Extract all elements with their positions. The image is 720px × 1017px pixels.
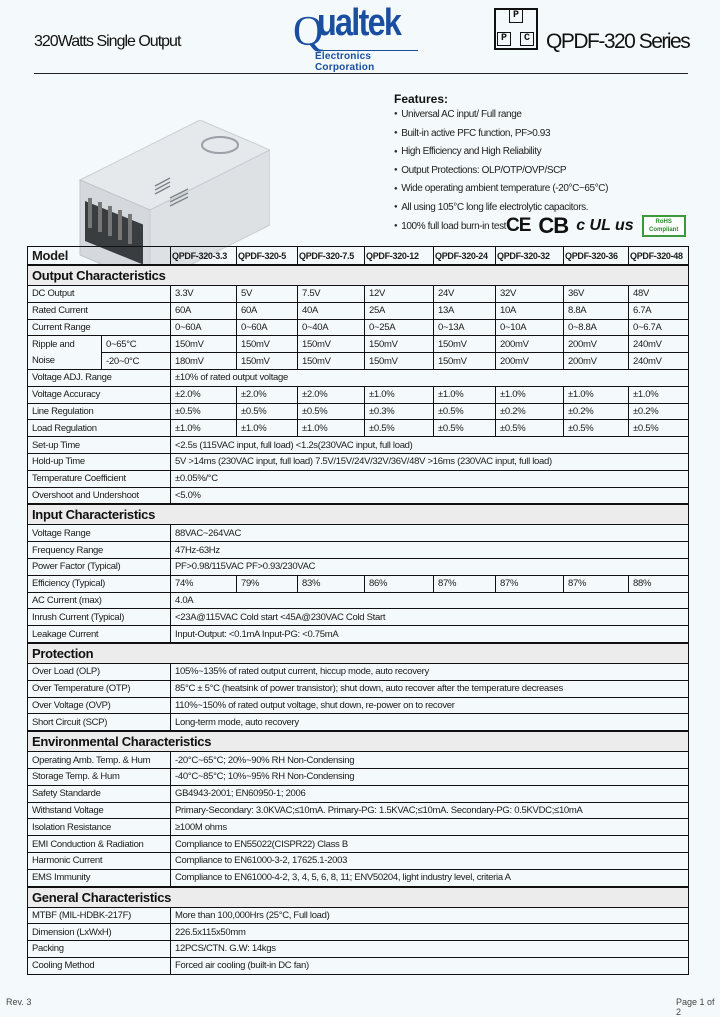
spec-value: Forced air cooling (built-in DC fan) xyxy=(171,957,689,974)
spec-value: 60A xyxy=(237,302,298,319)
spec-value: Compliance to EN61000-4-2, 3, 4, 5, 6, 8, 11; ENV50204, light industry level, criteria A xyxy=(171,869,689,886)
feature-item: ● 100% full load burn-in test xyxy=(394,221,608,240)
spec-value: 79% xyxy=(237,575,298,592)
row-label: Cooling Method xyxy=(28,957,171,974)
spec-value: ±0.2% xyxy=(629,403,689,420)
row-label: Voltage ADJ. Range xyxy=(28,369,171,386)
spec-value: 32V xyxy=(496,286,564,303)
spec-row xyxy=(28,941,689,958)
spec-value: 0~6.7A xyxy=(629,319,689,336)
spec-value: 240mV xyxy=(629,353,689,370)
row-label: Isolation Resistance xyxy=(28,819,171,836)
spec-value: 40A xyxy=(298,302,365,319)
spec-value: 88% xyxy=(629,575,689,592)
spec-row xyxy=(28,302,689,319)
spec-value: More than 100,000Hrs (25°C, Full load) xyxy=(171,907,689,924)
qualtek-logo xyxy=(293,2,423,73)
row-label: Power Factor (Typical) xyxy=(28,558,171,575)
row-label: Line Regulation xyxy=(28,403,171,420)
feature-item: ● Output Protections: OLP/OTP/OVP/SCP xyxy=(394,165,608,184)
specification-table xyxy=(27,246,689,975)
spec-value: 240mV xyxy=(629,336,689,353)
row-label-line: Noise xyxy=(32,354,55,366)
spec-value: 12V xyxy=(365,286,434,303)
spec-value: 150mV xyxy=(237,353,298,370)
model-label: Model xyxy=(28,247,171,266)
row-label: Inrush Current (Typical) xyxy=(28,609,171,626)
spec-value: 0~10A xyxy=(496,319,564,336)
spec-value: 200mV xyxy=(496,353,564,370)
spec-value: ±0.2% xyxy=(496,403,564,420)
spec-value: ±1.0% xyxy=(298,420,365,437)
row-label: Overshoot and Undershoot xyxy=(28,487,171,504)
spec-value: 150mV xyxy=(434,336,496,353)
spec-row xyxy=(28,802,689,819)
section-title: General Characteristics xyxy=(28,887,689,908)
row-label: Safety Standarde xyxy=(28,785,171,802)
features-title: Features: xyxy=(394,92,449,106)
section-header xyxy=(28,265,689,286)
row-label: MTBF (MIL-HDBK-217F) xyxy=(28,907,171,924)
spec-value: ±10% of rated output voltage xyxy=(171,369,689,386)
page-number: Page 1 of 2 xyxy=(676,997,715,1017)
spec-value: 5V >14ms (230VAC input, full load) 7.5V/15V/24V/32V/36V/48V >16ms (230VAC input, full load) xyxy=(171,453,689,470)
spec-value: 13A xyxy=(434,302,496,319)
model-name: QPDF-320-5 xyxy=(237,247,298,266)
row-label: Storage Temp. & Hum xyxy=(28,768,171,785)
spec-value: -40°C~85°C; 10%~95% RH Non-Condensing xyxy=(171,768,689,785)
row-label: Set-up Time xyxy=(28,437,171,454)
row-label: Hold-up Time xyxy=(28,453,171,470)
row-label: EMS Immunity xyxy=(28,869,171,886)
spec-value: 150mV xyxy=(434,353,496,370)
spec-value: <23A@115VAC Cold start <45A@230VAC Cold Start xyxy=(171,609,689,626)
spec-row xyxy=(28,353,689,370)
spec-value: ±0.5% xyxy=(365,420,434,437)
feature-item: ● Universal AC input/ Full range xyxy=(394,109,608,128)
spec-value: 110%~150% of rated output voltage, shut down, re-power on to recover xyxy=(171,697,689,714)
spec-value: ±1.0% xyxy=(564,386,629,403)
spec-value: 25A xyxy=(365,302,434,319)
spec-value: 10A xyxy=(496,302,564,319)
spec-value: 48V xyxy=(629,286,689,303)
section-header xyxy=(28,643,689,664)
row-label: Current Range xyxy=(28,319,171,336)
spec-value: 85°C ± 5°C (heatsink of power transistor); shut down, auto recover after the temperature decreases xyxy=(171,680,689,697)
spec-value: 5V xyxy=(237,286,298,303)
section-title: Output Characteristics xyxy=(28,265,689,286)
row-label: Operating Amb. Temp. & Hum xyxy=(28,752,171,769)
spec-value: 150mV xyxy=(237,336,298,353)
spec-value: ±2.0% xyxy=(298,386,365,403)
spec-value: ±0.5% xyxy=(171,403,237,420)
spec-value: 87% xyxy=(564,575,629,592)
row-label: Over Temperature (OTP) xyxy=(28,680,171,697)
spec-row xyxy=(28,525,689,542)
spec-value: ≥100M ohms xyxy=(171,819,689,836)
rohs-compliant-label: Compliant xyxy=(649,227,679,233)
spec-value: ±0.5% xyxy=(629,420,689,437)
section-header xyxy=(28,887,689,908)
row-label: Withstand Voltage xyxy=(28,802,171,819)
spec-value: 0~40A xyxy=(298,319,365,336)
spec-value: 6.7A xyxy=(629,302,689,319)
spec-value: 8.8A xyxy=(564,302,629,319)
spec-row xyxy=(28,819,689,836)
spec-value: ±1.0% xyxy=(237,420,298,437)
spec-value: ±0.5% xyxy=(298,403,365,420)
spec-value: 83% xyxy=(298,575,365,592)
row-label: Leakage Current xyxy=(28,626,171,643)
spec-value: 60A xyxy=(171,302,237,319)
spec-value: ±1.0% xyxy=(365,386,434,403)
row-label: EMI Conduction & Radiation xyxy=(28,836,171,853)
spec-value: ±0.5% xyxy=(564,420,629,437)
ppc-mark xyxy=(494,8,538,50)
spec-value: 0~60A xyxy=(171,319,237,336)
spec-row xyxy=(28,336,689,353)
spec-row xyxy=(28,420,689,437)
row-label: Harmonic Current xyxy=(28,852,171,869)
spec-value: ±2.0% xyxy=(237,386,298,403)
spec-value: Primary-Secondary: 3.0KVAC;≤10mA. Primary-PG: 1.5KVAC;≤10mA. Secondary-PG: 0.5KVDC;≤10mA xyxy=(171,802,689,819)
spec-value: 12PCS/CTN. G.W: 14kgs xyxy=(171,941,689,958)
spec-row xyxy=(28,680,689,697)
row-label: Packing xyxy=(28,941,171,958)
spec-value: 105%~135% of rated output current, hiccup mode, auto recovery xyxy=(171,663,689,680)
model-name: QPDF-320-7.5 xyxy=(298,247,365,266)
row-label: Dimension (LxWxH) xyxy=(28,924,171,941)
feature-item: ● High Efficiency and High Reliability xyxy=(394,146,608,165)
spec-value: 24V xyxy=(434,286,496,303)
spec-row xyxy=(28,575,689,592)
revision-label: Rev. 3 xyxy=(6,997,32,1007)
row-label: Rated Current xyxy=(28,302,171,319)
spec-value: 200mV xyxy=(564,336,629,353)
spec-value: 3.3V xyxy=(171,286,237,303)
section-header xyxy=(28,731,689,752)
spec-value: 200mV xyxy=(564,353,629,370)
model-name: QPDF-320-36 xyxy=(564,247,629,266)
series-title: QPDF-320 Series xyxy=(546,30,690,53)
row-label: Voltage Accuracy xyxy=(28,386,171,403)
spec-value: 0~25A xyxy=(365,319,434,336)
row-sublabel: 0~65°C xyxy=(102,336,171,353)
spec-value: ±1.0% xyxy=(496,386,564,403)
ppc-letter: P xyxy=(509,9,523,23)
spec-value: ±0.2% xyxy=(564,403,629,420)
spec-row xyxy=(28,768,689,785)
spec-row xyxy=(28,663,689,680)
spec-value: 150mV xyxy=(171,336,237,353)
spec-value: 200mV xyxy=(496,336,564,353)
spec-value: 226.5x115x50mm xyxy=(171,924,689,941)
spec-value: ±0.5% xyxy=(434,403,496,420)
spec-row xyxy=(28,752,689,769)
model-name: QPDF-320-48 xyxy=(629,247,689,266)
spec-row xyxy=(28,437,689,454)
spec-value: 87% xyxy=(496,575,564,592)
spec-value: 88VAC~264VAC xyxy=(171,525,689,542)
spec-value: ±2.0% xyxy=(171,386,237,403)
feature-item: ● All using 105°C long life electrolytic capacitors. xyxy=(394,202,608,221)
spec-value: ±0.05%/°C xyxy=(171,470,689,487)
feature-item: ● Built-in active PFC function, PF>0.93 xyxy=(394,128,608,147)
model-name: QPDF-320-12 xyxy=(365,247,434,266)
ce-mark: CE xyxy=(506,215,531,236)
spec-row xyxy=(28,957,689,974)
spec-value: 87% xyxy=(434,575,496,592)
spec-row xyxy=(28,369,689,386)
section-title: Protection xyxy=(28,643,689,664)
spec-value: ±0.5% xyxy=(237,403,298,420)
spec-value: ±1.0% xyxy=(434,386,496,403)
feature-item: ● Wide operating ambient temperature (-20°C~65°C) xyxy=(394,183,608,202)
spec-value: 150mV xyxy=(298,336,365,353)
logo-wordmark: ualtek xyxy=(317,2,401,44)
row-label: Frequency Range xyxy=(28,542,171,559)
spec-row xyxy=(28,453,689,470)
row-label: Efficiency (Typical) xyxy=(28,575,171,592)
spec-value: 74% xyxy=(171,575,237,592)
document-subtitle: 320Watts Single Output xyxy=(34,33,181,50)
spec-value: PF>0.98/115VAC PF>0.93/230VAC xyxy=(171,558,689,575)
spec-row xyxy=(28,697,689,714)
row-label: Short Circuit (SCP) xyxy=(28,714,171,731)
spec-row xyxy=(28,403,689,420)
ppc-letter: C xyxy=(520,32,534,46)
spec-row xyxy=(28,836,689,853)
model-name: QPDF-320-32 xyxy=(496,247,564,266)
section-title: Input Characteristics xyxy=(28,504,689,525)
spec-value: 7.5V xyxy=(298,286,365,303)
spec-value: 0~13A xyxy=(434,319,496,336)
model-name: QPDF-320-24 xyxy=(434,247,496,266)
rohs-label: RoHS xyxy=(655,219,672,225)
spec-row xyxy=(28,924,689,941)
spec-value: ±0.3% xyxy=(365,403,434,420)
spec-row xyxy=(28,386,689,403)
spec-value: Input-Output: <0.1mA Input-PG: <0.75mA xyxy=(171,626,689,643)
spec-row xyxy=(28,907,689,924)
row-label: Voltage Range xyxy=(28,525,171,542)
spec-value: ±1.0% xyxy=(629,386,689,403)
row-label xyxy=(28,336,102,370)
spec-row xyxy=(28,626,689,643)
cb-mark: CB xyxy=(538,213,569,238)
model-name: QPDF-320-3.3 xyxy=(171,247,237,266)
spec-value: 0~8.8A xyxy=(564,319,629,336)
spec-value: 180mV xyxy=(171,353,237,370)
logo-q-glyph: Q xyxy=(293,9,324,55)
spec-row xyxy=(28,785,689,802)
spec-row xyxy=(28,609,689,626)
spec-value: <5.0% xyxy=(171,487,689,504)
spec-row xyxy=(28,852,689,869)
row-label-line: Ripple and xyxy=(32,338,75,350)
spec-value: ±1.0% xyxy=(171,420,237,437)
spec-row xyxy=(28,558,689,575)
logo-subtitle: Electronics Corporation xyxy=(315,50,418,73)
spec-value: 36V xyxy=(564,286,629,303)
header-divider xyxy=(34,73,688,74)
section-title: Environmental Characteristics xyxy=(28,731,689,752)
spec-value: Compliance to EN55022(CISPR22) Class B xyxy=(171,836,689,853)
row-sublabel: -20~0°C xyxy=(102,353,171,370)
row-label: Over Voltage (OVP) xyxy=(28,697,171,714)
spec-row xyxy=(28,542,689,559)
row-label: AC Current (max) xyxy=(28,592,171,609)
section-header xyxy=(28,504,689,525)
spec-value: ±0.5% xyxy=(434,420,496,437)
spec-value: ±0.5% xyxy=(496,420,564,437)
row-label: Over Load (OLP) xyxy=(28,663,171,680)
spec-row xyxy=(28,487,689,504)
certification-marks xyxy=(506,212,686,240)
spec-value: 86% xyxy=(365,575,434,592)
spec-row xyxy=(28,869,689,886)
spec-value: Compliance to EN61000-3-2, 17625.1-2003 xyxy=(171,852,689,869)
spec-value: 0~60A xyxy=(237,319,298,336)
spec-value: GB4943-2001; EN60950-1; 2006 xyxy=(171,785,689,802)
ul-mark: c UL us xyxy=(576,217,634,234)
row-label: Load Regulation xyxy=(28,420,171,437)
rohs-badge xyxy=(642,215,686,237)
spec-value: 150mV xyxy=(365,353,434,370)
ppc-letter: P xyxy=(497,32,511,46)
spec-row xyxy=(28,592,689,609)
spec-value: Long-term mode, auto recovery xyxy=(171,714,689,731)
spec-value: 4.0A xyxy=(171,592,689,609)
spec-value: 150mV xyxy=(365,336,434,353)
spec-value: -20°C~65°C; 20%~90% RH Non-Condensing xyxy=(171,752,689,769)
row-label: Temperature Coefficient xyxy=(28,470,171,487)
spec-row xyxy=(28,286,689,303)
spec-value: 47Hz-63Hz xyxy=(171,542,689,559)
spec-value: <2.5s (115VAC input, full load) <1.2s(230VAC input, full load) xyxy=(171,437,689,454)
spec-row xyxy=(28,470,689,487)
spec-row xyxy=(28,319,689,336)
model-header-row xyxy=(28,247,689,266)
spec-value: 150mV xyxy=(298,353,365,370)
row-label: DC Output xyxy=(28,286,171,303)
spec-row xyxy=(28,714,689,731)
